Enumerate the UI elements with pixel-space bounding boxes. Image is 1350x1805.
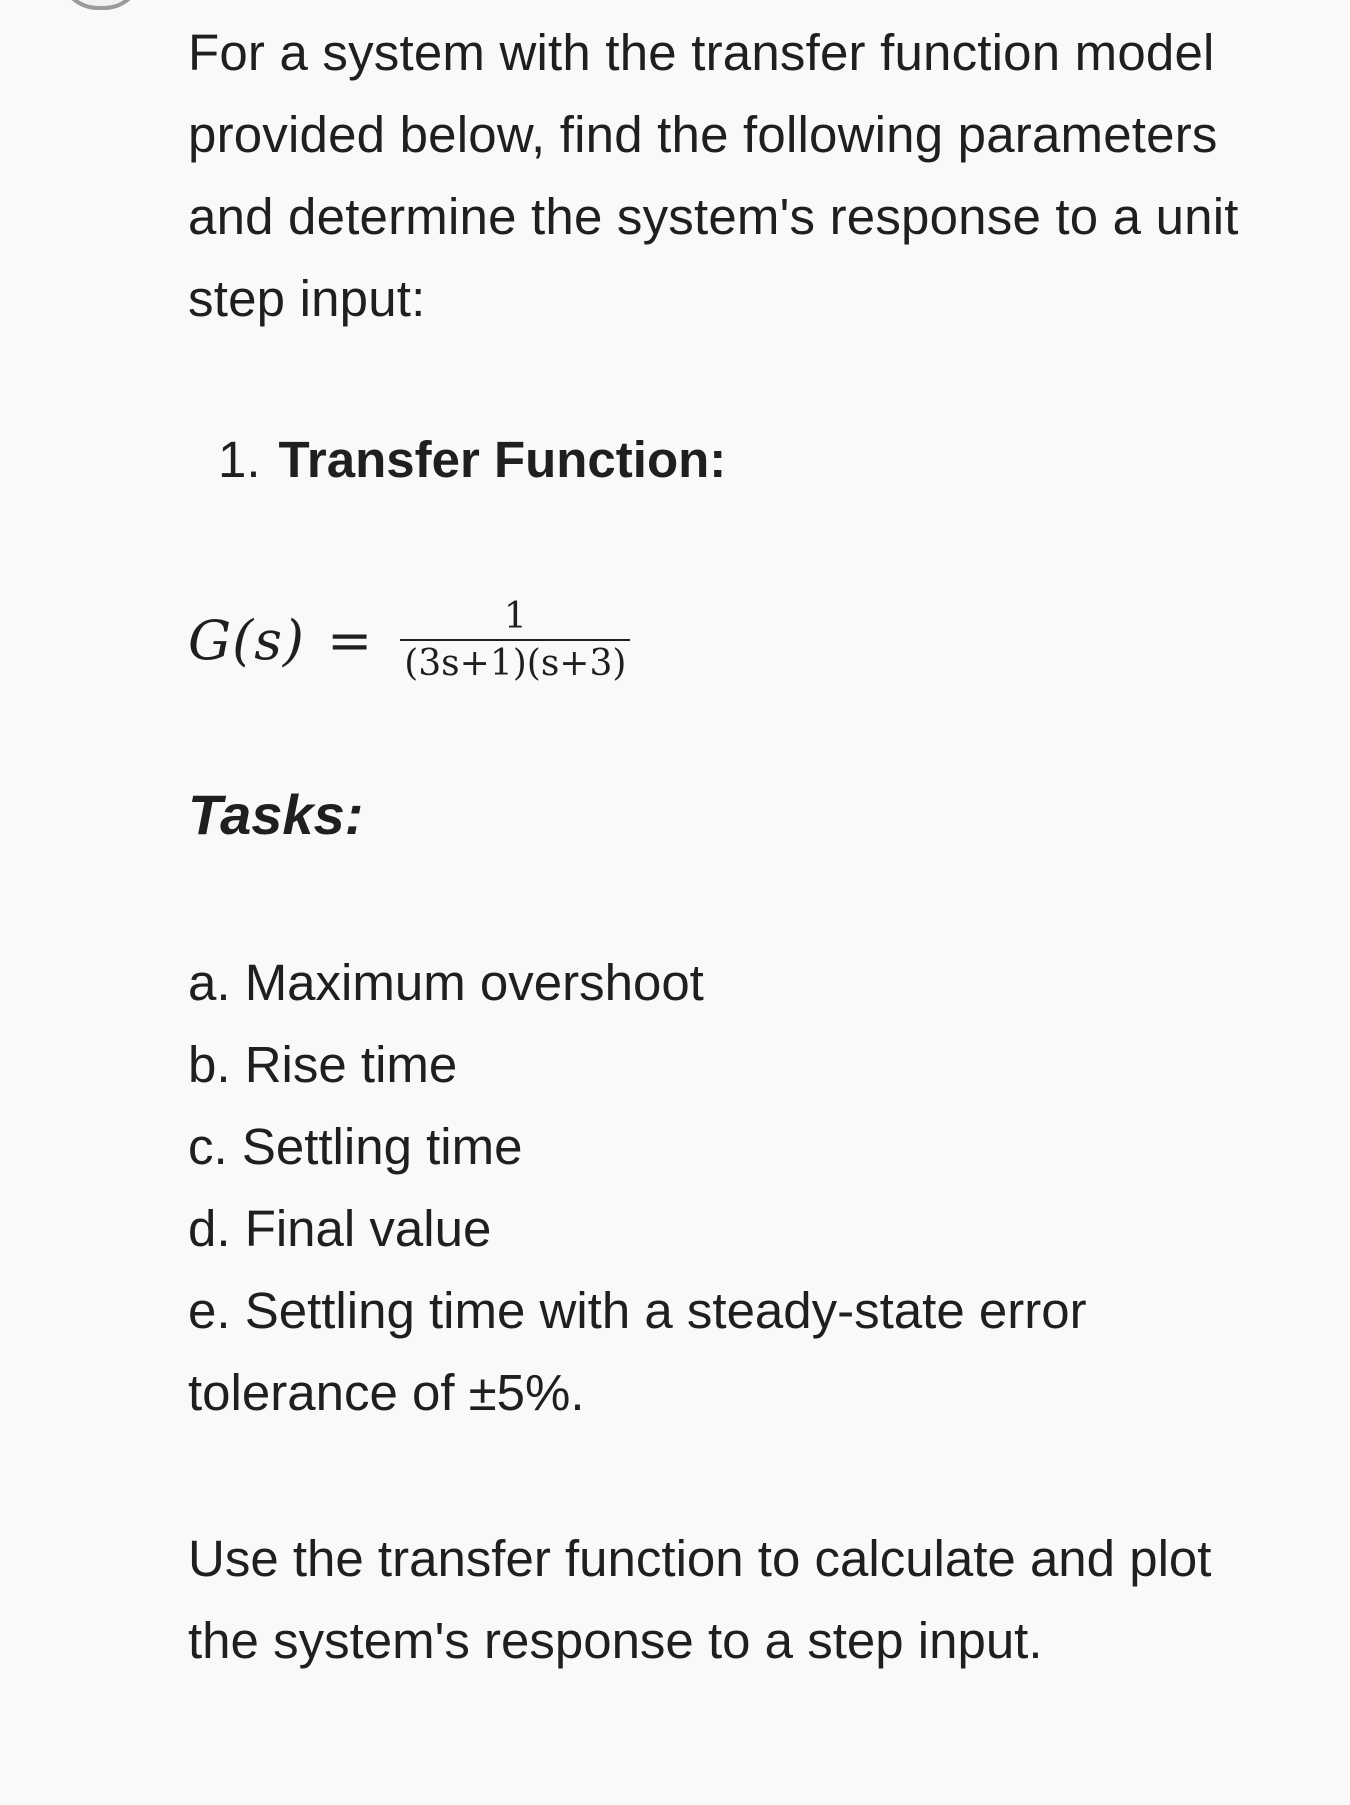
list-item: d. Final value — [188, 1200, 492, 1257]
list-item-transfer-function — [218, 430, 726, 489]
formula-fraction — [400, 596, 630, 684]
formula-numerator: 1 — [503, 596, 527, 637]
avatar — [58, 0, 144, 10]
list-item-label: Transfer Function: — [278, 431, 727, 488]
list-item: a. Maximum overshoot — [188, 954, 704, 1011]
outro-paragraph: Use the transfer function to calculate and plot the system's response to a step input. — [188, 1530, 1212, 1669]
intro-paragraph: For a system with the transfer function model provided below, find the following parameters and determine the system's response to a unit step input: — [188, 24, 1239, 327]
tasks-list — [188, 942, 1268, 1434]
formula-denominator: (3s+1)(s+3) — [404, 643, 627, 684]
list-item: c. Settling time — [188, 1118, 523, 1175]
list-item: e. Settling time with a steady-state error tolerance of ±5%. — [188, 1282, 1087, 1421]
transfer-function-formula — [188, 596, 630, 684]
list-number: 1. — [218, 431, 261, 488]
message-content — [188, 12, 1268, 1669]
tasks-heading: Tasks: — [188, 783, 364, 846]
list-item: b. Rise time — [188, 1036, 458, 1093]
formula-equals: = — [326, 608, 373, 672]
formula-lhs: G(s) — [188, 608, 305, 672]
